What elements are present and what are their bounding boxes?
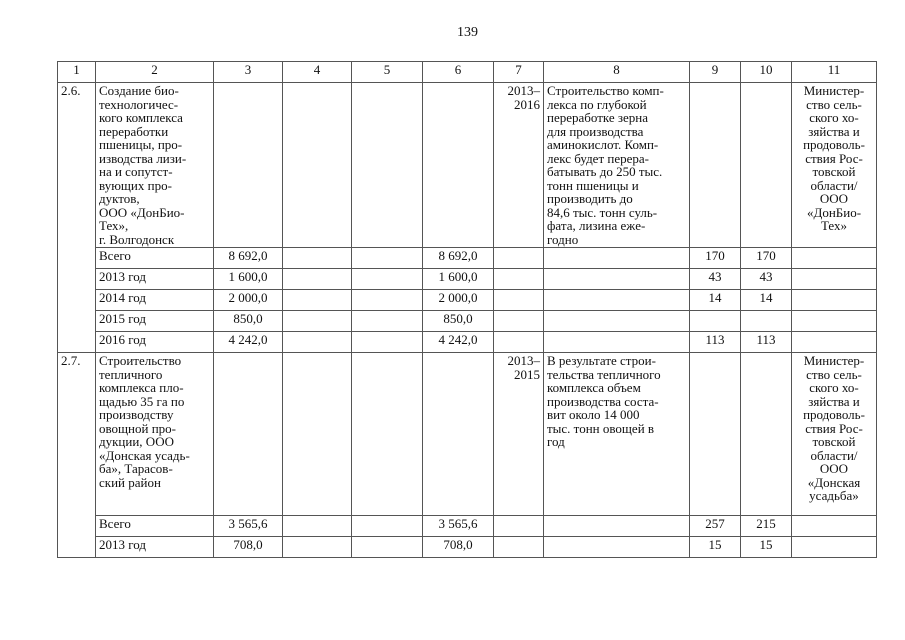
indicator-value: 15 — [690, 537, 741, 558]
source-value: 3 565,6 — [423, 516, 494, 537]
empty-cell — [283, 537, 352, 558]
row-label: Всего — [96, 516, 214, 537]
page-number: 139 — [457, 25, 478, 40]
empty-cell — [352, 248, 423, 269]
col-header: 6 — [423, 62, 494, 83]
col-header: 3 — [214, 62, 283, 83]
empty-cell — [494, 311, 544, 332]
indicator-value: 215 — [741, 516, 792, 537]
empty-cell — [792, 516, 877, 537]
total-value: 708,0 — [214, 537, 283, 558]
funding-row — [58, 332, 877, 353]
empty-cell — [283, 248, 352, 269]
empty-cell — [544, 248, 690, 269]
empty-cell — [544, 332, 690, 353]
project-name: Строительство тепличного комплекса пло- щадью 35 га по производству овощной про- дукции, ООО «Донская усадь- ба», Тарасов- ский район — [96, 353, 214, 516]
empty-cell — [214, 353, 283, 516]
empty-cell — [544, 516, 690, 537]
row-label: 2014 год — [96, 290, 214, 311]
project-executor: Министер- ство сель- ского хо- зяйства и продоволь- ствия Рос- товской области/ ООО «ДонБио- Тех» — [792, 83, 877, 248]
project-name: Создание био- технологичес- кого комплекса переработки пшеницы, про- изводства лизи- на и сопутст- вующих про- дуктов, ООО «ДонБио- Тех», г. Волгодонск — [96, 83, 214, 248]
project-row — [58, 353, 877, 516]
empty-cell — [352, 537, 423, 558]
empty-cell — [544, 311, 690, 332]
empty-cell — [494, 516, 544, 537]
empty-cell — [283, 290, 352, 311]
indicator-value: 14 — [690, 290, 741, 311]
empty-cell — [352, 290, 423, 311]
source-value: 850,0 — [423, 311, 494, 332]
source-value: 8 692,0 — [423, 248, 494, 269]
empty-cell — [792, 311, 877, 332]
project-period: 2013– 2016 — [494, 83, 544, 248]
col-header: 11 — [792, 62, 877, 83]
empty-cell — [283, 83, 352, 248]
project-description: Строительство комп- лекса по глубокой переработке зерна для производства аминокислот. Комп- лекс будет перера- батывать до 250 тыс. тонн пшеницы и производить до 84,6 тыс. тонн суль- фата, лизина ежe- годно — [544, 83, 690, 248]
indicator-value: 113 — [690, 332, 741, 353]
row-label: 2013 год — [96, 269, 214, 290]
row-label: Всего — [96, 248, 214, 269]
project-description: В результате строи- тельства тепличного комплекса объем производства соста- вит около 14 000 тыс. тонн овощей в год — [544, 353, 690, 516]
row-label: 2016 год — [96, 332, 214, 353]
total-value: 3 565,6 — [214, 516, 283, 537]
funding-row — [58, 537, 877, 558]
total-value: 850,0 — [214, 311, 283, 332]
source-value: 708,0 — [423, 537, 494, 558]
source-value: 2 000,0 — [423, 290, 494, 311]
empty-cell — [690, 353, 741, 516]
empty-cell — [423, 353, 494, 516]
col-header: 10 — [741, 62, 792, 83]
investment-projects-table — [57, 61, 877, 558]
total-value: 2 000,0 — [214, 290, 283, 311]
col-header: 5 — [352, 62, 423, 83]
empty-cell — [544, 269, 690, 290]
project-row — [58, 83, 877, 248]
indicator-value: 170 — [741, 248, 792, 269]
empty-cell — [741, 83, 792, 248]
col-header: 7 — [494, 62, 544, 83]
empty-cell — [494, 290, 544, 311]
funding-row — [58, 248, 877, 269]
empty-cell — [544, 290, 690, 311]
funding-row — [58, 269, 877, 290]
empty-cell — [283, 269, 352, 290]
empty-cell — [352, 311, 423, 332]
empty-cell — [352, 332, 423, 353]
empty-cell — [690, 83, 741, 248]
indicator-value: 170 — [690, 248, 741, 269]
empty-cell — [494, 269, 544, 290]
empty-cell — [283, 311, 352, 332]
row-label: 2013 год — [96, 537, 214, 558]
empty-cell — [494, 332, 544, 353]
indicator-value: 257 — [690, 516, 741, 537]
empty-cell — [283, 332, 352, 353]
indicator-value — [741, 311, 792, 332]
col-header: 1 — [58, 62, 96, 83]
project-number: 2.7. — [58, 353, 96, 558]
indicator-value: 113 — [741, 332, 792, 353]
empty-cell — [352, 516, 423, 537]
funding-row — [58, 290, 877, 311]
project-number: 2.6. — [58, 83, 96, 353]
project-executor: Министер- ство сель- ского хо- зяйства и продоволь- ствия Рос- товской области/ ООО «Донская усадьба» — [792, 353, 877, 516]
col-header: 9 — [690, 62, 741, 83]
project-period: 2013– 2015 — [494, 353, 544, 516]
empty-cell — [494, 248, 544, 269]
funding-row — [58, 311, 877, 332]
indicator-value: 43 — [741, 269, 792, 290]
total-value: 8 692,0 — [214, 248, 283, 269]
col-header: 4 — [283, 62, 352, 83]
indicator-value — [690, 311, 741, 332]
column-number-row — [58, 62, 877, 83]
source-value: 4 242,0 — [423, 332, 494, 353]
funding-row — [58, 516, 877, 537]
row-label: 2015 год — [96, 311, 214, 332]
empty-cell — [792, 537, 877, 558]
total-value: 1 600,0 — [214, 269, 283, 290]
empty-cell — [423, 83, 494, 248]
empty-cell — [352, 353, 423, 516]
indicator-value: 43 — [690, 269, 741, 290]
empty-cell — [352, 83, 423, 248]
empty-cell — [544, 537, 690, 558]
empty-cell — [494, 537, 544, 558]
empty-cell — [792, 248, 877, 269]
empty-cell — [792, 332, 877, 353]
empty-cell — [214, 83, 283, 248]
source-value: 1 600,0 — [423, 269, 494, 290]
empty-cell — [792, 269, 877, 290]
empty-cell — [283, 353, 352, 516]
empty-cell — [792, 290, 877, 311]
col-header: 8 — [544, 62, 690, 83]
col-header: 2 — [96, 62, 214, 83]
empty-cell — [741, 353, 792, 516]
empty-cell — [283, 516, 352, 537]
indicator-value: 15 — [741, 537, 792, 558]
indicator-value: 14 — [741, 290, 792, 311]
empty-cell — [352, 269, 423, 290]
total-value: 4 242,0 — [214, 332, 283, 353]
